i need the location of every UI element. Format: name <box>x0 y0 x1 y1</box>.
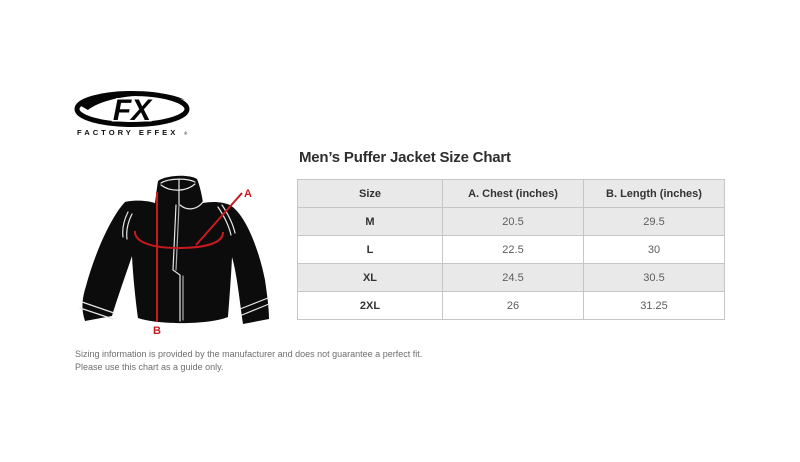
column-header-size: Size <box>298 180 443 208</box>
table-row <box>298 236 725 264</box>
brand-logo <box>74 91 192 139</box>
chest-cell: 22.5 <box>443 236 584 264</box>
disclaimer-line-2: Please use this chart as a guide only. <box>75 362 224 372</box>
factory-effex-wordmark: FACTORY EFFEX <box>77 128 179 137</box>
length-cell: 30 <box>584 236 725 264</box>
column-header-length: B. Length (inches) <box>584 180 725 208</box>
table-header-row <box>298 180 725 208</box>
size-cell: XL <box>298 264 443 292</box>
length-cell: 31.25 <box>584 292 725 320</box>
size-cell: 2XL <box>298 292 443 320</box>
table-row <box>298 264 725 292</box>
chest-label-a: A <box>244 188 252 200</box>
size-chart-table <box>297 179 725 320</box>
disclaimer-line-1: Sizing information is provided by the manufacturer and does not guarantee a perfect fit. <box>75 349 423 359</box>
jacket-diagram <box>70 158 295 343</box>
chest-cell: 20.5 <box>443 208 584 236</box>
size-cell: L <box>298 236 443 264</box>
fx-monogram: FX <box>112 94 152 127</box>
chest-cell: 24.5 <box>443 264 584 292</box>
jacket-silhouette <box>82 176 269 324</box>
length-label-b: B <box>153 325 161 337</box>
chest-cell: 26 <box>443 292 584 320</box>
registered-mark: ® <box>184 131 188 136</box>
size-chart-title: Men’s Puffer Jacket Size Chart <box>299 149 511 166</box>
column-header-chest: A. Chest (inches) <box>443 180 584 208</box>
length-cell: 30.5 <box>584 264 725 292</box>
size-cell: M <box>298 208 443 236</box>
length-cell: 29.5 <box>584 208 725 236</box>
table-row <box>298 208 725 236</box>
table-row <box>298 292 725 320</box>
disclaimer-text <box>75 348 495 374</box>
